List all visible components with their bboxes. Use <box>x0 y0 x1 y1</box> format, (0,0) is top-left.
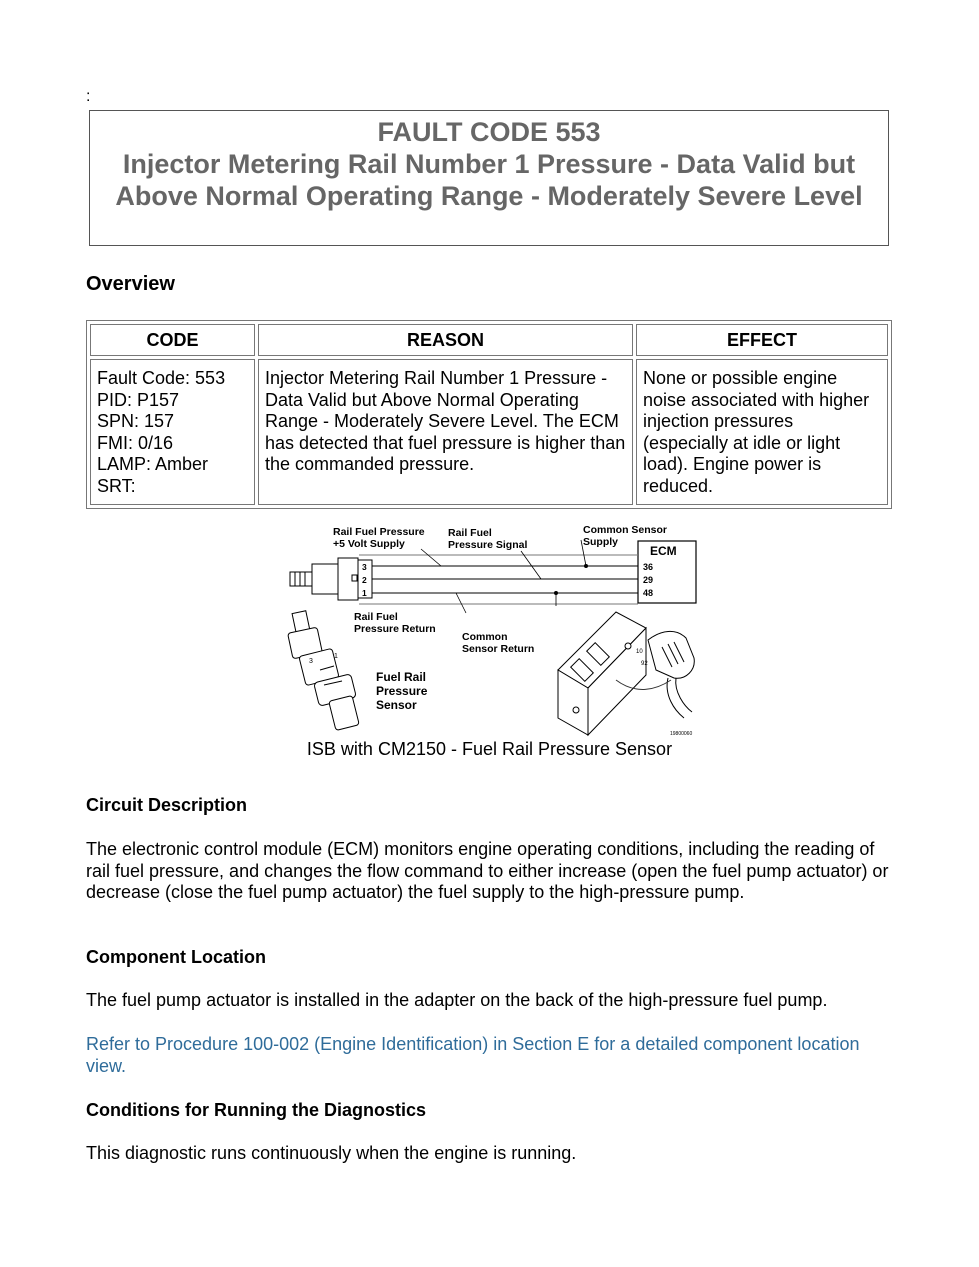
overview-table <box>86 320 892 509</box>
code-line-lamp: LAMP: Amber <box>97 454 209 474</box>
label-common-return-1: Common <box>462 631 508 643</box>
label-sensor-3: Sensor <box>376 698 417 712</box>
label-return-1: Rail Fuel <box>354 611 398 623</box>
ecm-connector-pin-10: 10 <box>636 649 643 655</box>
column-header-code: CODE <box>90 324 255 356</box>
table-header-row <box>90 324 888 356</box>
sensor-pin-2: 2 <box>362 575 367 585</box>
code-line-pid: PID: P157 <box>97 389 180 410</box>
pointer-return <box>456 593 466 613</box>
code-line-srt: SRT: <box>97 475 136 496</box>
fault-code-title-box <box>89 110 889 246</box>
table-row <box>90 359 888 505</box>
ecm-label: ECM <box>650 544 677 558</box>
ecm-module-illustration <box>558 612 694 735</box>
conditions-text: This diagnostic runs continuously when the engine is running. <box>86 1143 577 1163</box>
page-top-mark: : <box>86 88 91 105</box>
circuit-description-heading: Circuit Description <box>86 795 248 815</box>
figure-caption: ISB with CM2150 - Fuel Rail Pressure Sensor <box>306 739 673 759</box>
pointer-supply <box>421 549 441 566</box>
figure-id: 19800060 <box>670 731 693 737</box>
code-line-fmi: FMI: 0/16 <box>97 432 174 453</box>
ecm-connector-pin-92: 92 <box>641 661 648 667</box>
sensor-pin-3: 3 <box>362 562 367 572</box>
fault-code-description: Injector Metering Rail Number 1 Pressure - Data Valid but Above Normal Operating Range - Moderately Severe Level <box>115 149 863 211</box>
label-signal-1: Rail Fuel <box>448 527 492 539</box>
label-sensor-2: Pressure <box>376 684 428 698</box>
component-location-heading: Component Location <box>86 947 266 967</box>
label-common-return-2: Sensor Return <box>462 643 535 655</box>
connector-pin-3: 3 <box>309 658 313 665</box>
fault-code-heading: FAULT CODE 553 <box>377 117 601 147</box>
code-cell <box>90 359 255 505</box>
splice-return <box>554 591 558 595</box>
label-supply-2: +5 Volt Supply <box>333 538 405 550</box>
splice-supply <box>584 564 588 568</box>
component-location-text: The fuel pump actuator is installed in the adapter on the back of the high-pressure fuel pump. <box>86 990 828 1010</box>
overview-heading: Overview <box>86 273 175 295</box>
effect-cell: None or possible engine noise associated with higher injection pressures (especially at idle or light load). Engine power is reduced. <box>636 359 888 505</box>
conditions-heading: Conditions for Running the Diagnostics <box>86 1100 426 1120</box>
sensor-thread <box>290 572 312 586</box>
connector-pin-1: 1 <box>334 653 338 660</box>
sensor-pin-1: 1 <box>362 588 367 598</box>
ecm-pin-48: 48 <box>643 588 654 598</box>
column-header-reason: REASON <box>258 324 633 356</box>
sensor-illustration <box>288 611 360 731</box>
label-supply-1: Rail Fuel Pressure <box>333 526 425 538</box>
column-header-effect: EFFECT <box>636 324 888 356</box>
reason-cell: Injector Metering Rail Number 1 Pressure - Data Valid but Above Normal Operating Range - Moderately Severe Level. The ECM has detected that fuel pressure is higher than the commanded pressure. <box>258 359 633 505</box>
wiring-diagram <box>276 520 701 740</box>
code-line-fault-code: Fault Code: 553 <box>97 368 226 388</box>
label-sensor-1: Fuel Rail <box>376 670 427 684</box>
label-common-supply-1: Common Sensor <box>583 524 668 536</box>
procedure-reference-link[interactable]: Refer to Procedure 100-002 (Engine Identification) in Section E for a detailed component location view. <box>86 1034 860 1076</box>
label-return-2: Pressure Return <box>354 623 436 635</box>
code-line-spn: SPN: 157 <box>97 411 175 431</box>
circuit-description-text: The electronic control module (ECM) monitors engine operating conditions, including the reading of rail fuel pressure, and changes the flow command to either increase (open the fuel pump actuator) or decrease (close the fuel pump actuator) the fuel supply to the high-pressure pump. <box>86 839 889 902</box>
sensor-hex <box>312 564 338 594</box>
ecm-pin-29: 29 <box>643 575 654 585</box>
ecm-pin-36: 36 <box>643 562 654 572</box>
label-common-supply-2: Supply <box>583 536 619 548</box>
label-signal-2: Pressure Signal <box>448 539 528 551</box>
